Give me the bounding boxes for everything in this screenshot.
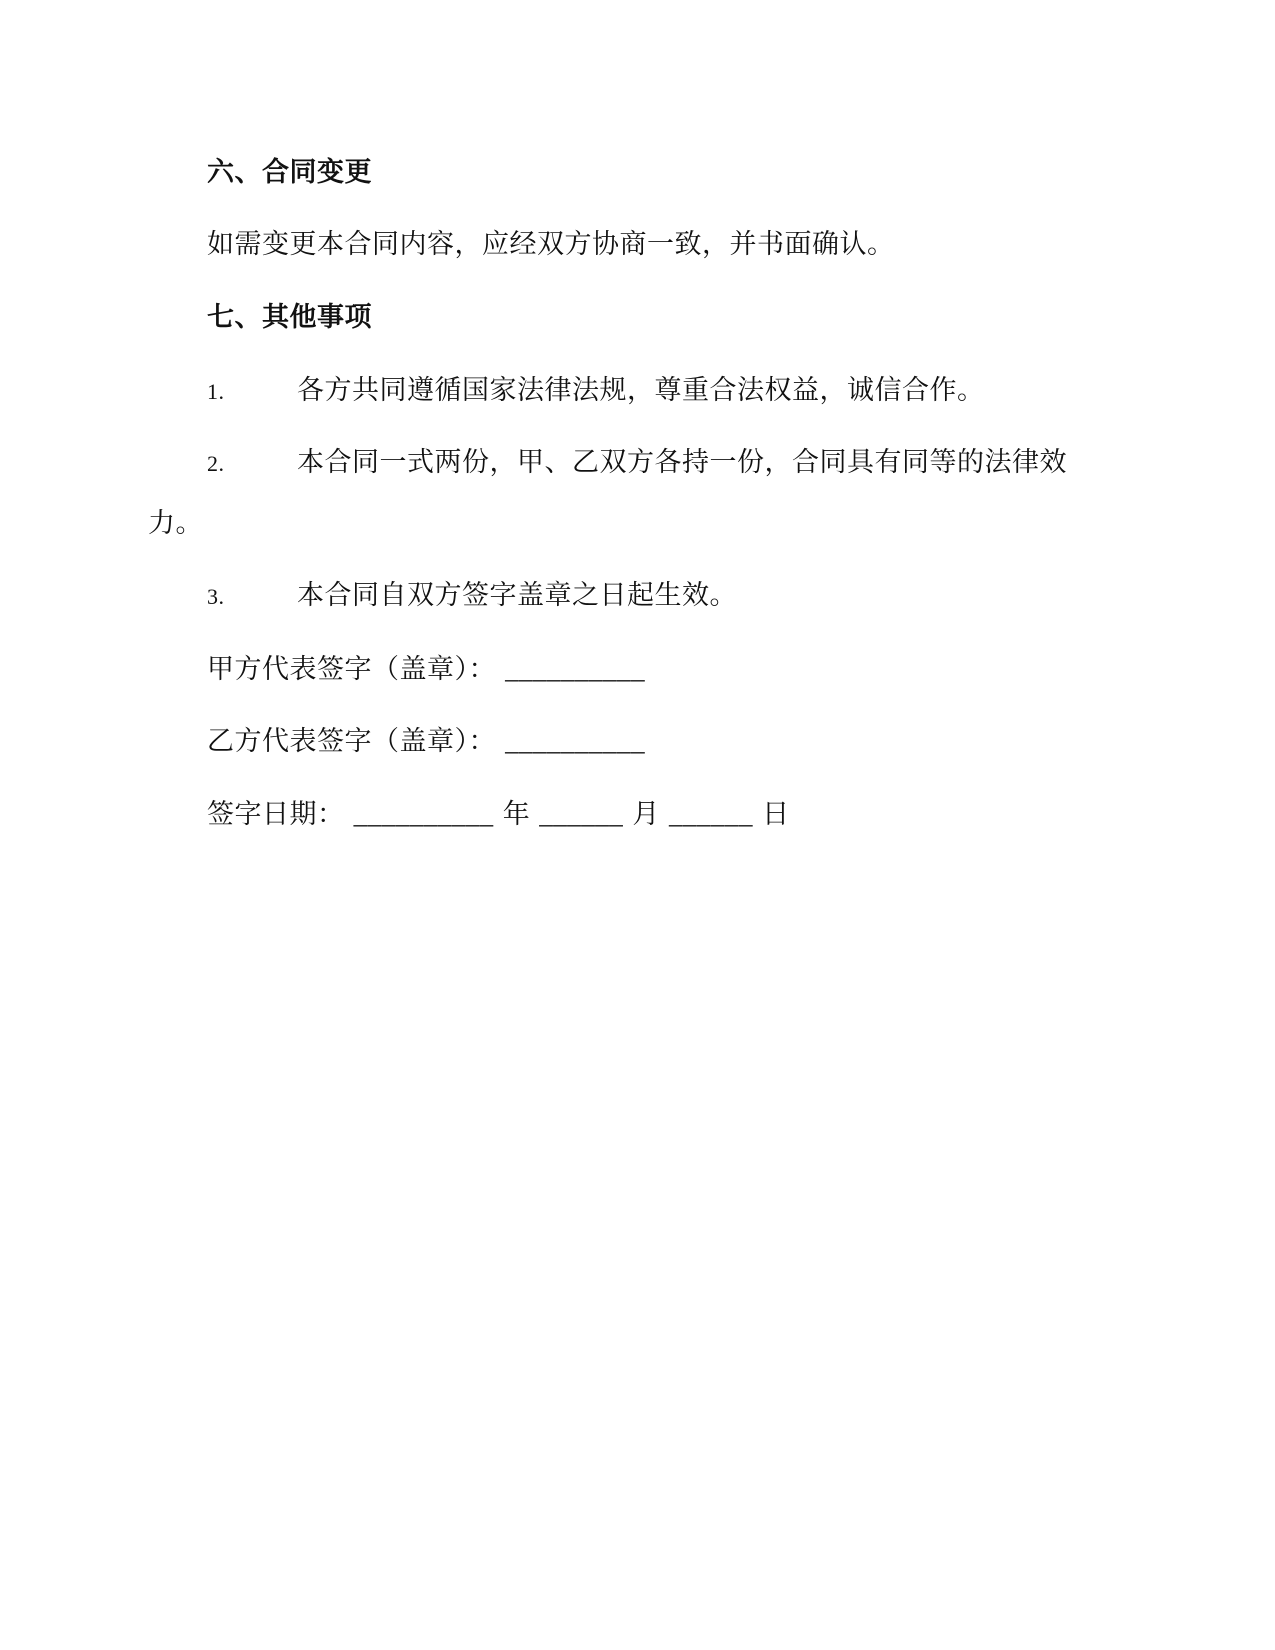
date-label: 签字日期：: [207, 799, 345, 830]
list-item-number: 2.: [207, 451, 225, 476]
signing-date-line: [207, 796, 790, 833]
date-day-blank[interactable]: ______: [668, 799, 753, 829]
list-item: [207, 373, 985, 410]
section-six-heading: 六、合同变更: [207, 157, 372, 188]
list-item-number: 1.: [207, 379, 225, 404]
day-unit: 日: [762, 799, 790, 830]
party-a-signature-line: [207, 651, 645, 688]
party-b-label: 乙方代表签字（盖章）：: [207, 726, 496, 757]
section-seven-heading: 七、其他事项: [207, 302, 372, 333]
list-item-text: 各方共同遵循国家法律法规，尊重合法权益，诚信合作。: [297, 375, 985, 406]
list-item-text: 本合同一式两份，甲、乙双方各持一份，合同具有同等的法律效: [297, 447, 1067, 478]
party-a-signature-blank[interactable]: __________: [505, 654, 646, 684]
party-b-signature-blank[interactable]: __________: [505, 726, 646, 756]
list-item: [207, 445, 1067, 482]
date-year-blank[interactable]: __________: [353, 799, 494, 829]
list-item-number: 3.: [207, 584, 225, 609]
section-six-body: 如需变更本合同内容，应经双方协商一致，并书面确认。: [207, 229, 895, 260]
date-month-blank[interactable]: ______: [539, 799, 624, 829]
list-item-continuation: 力。: [148, 508, 203, 539]
party-b-signature-line: [207, 723, 645, 760]
year-unit: 年: [502, 799, 531, 830]
list-item-text: 本合同自双方签字盖章之日起生效。: [297, 580, 737, 611]
list-item: [207, 578, 737, 615]
month-unit: 月: [632, 799, 660, 830]
party-a-label: 甲方代表签字（盖章）：: [207, 654, 496, 685]
